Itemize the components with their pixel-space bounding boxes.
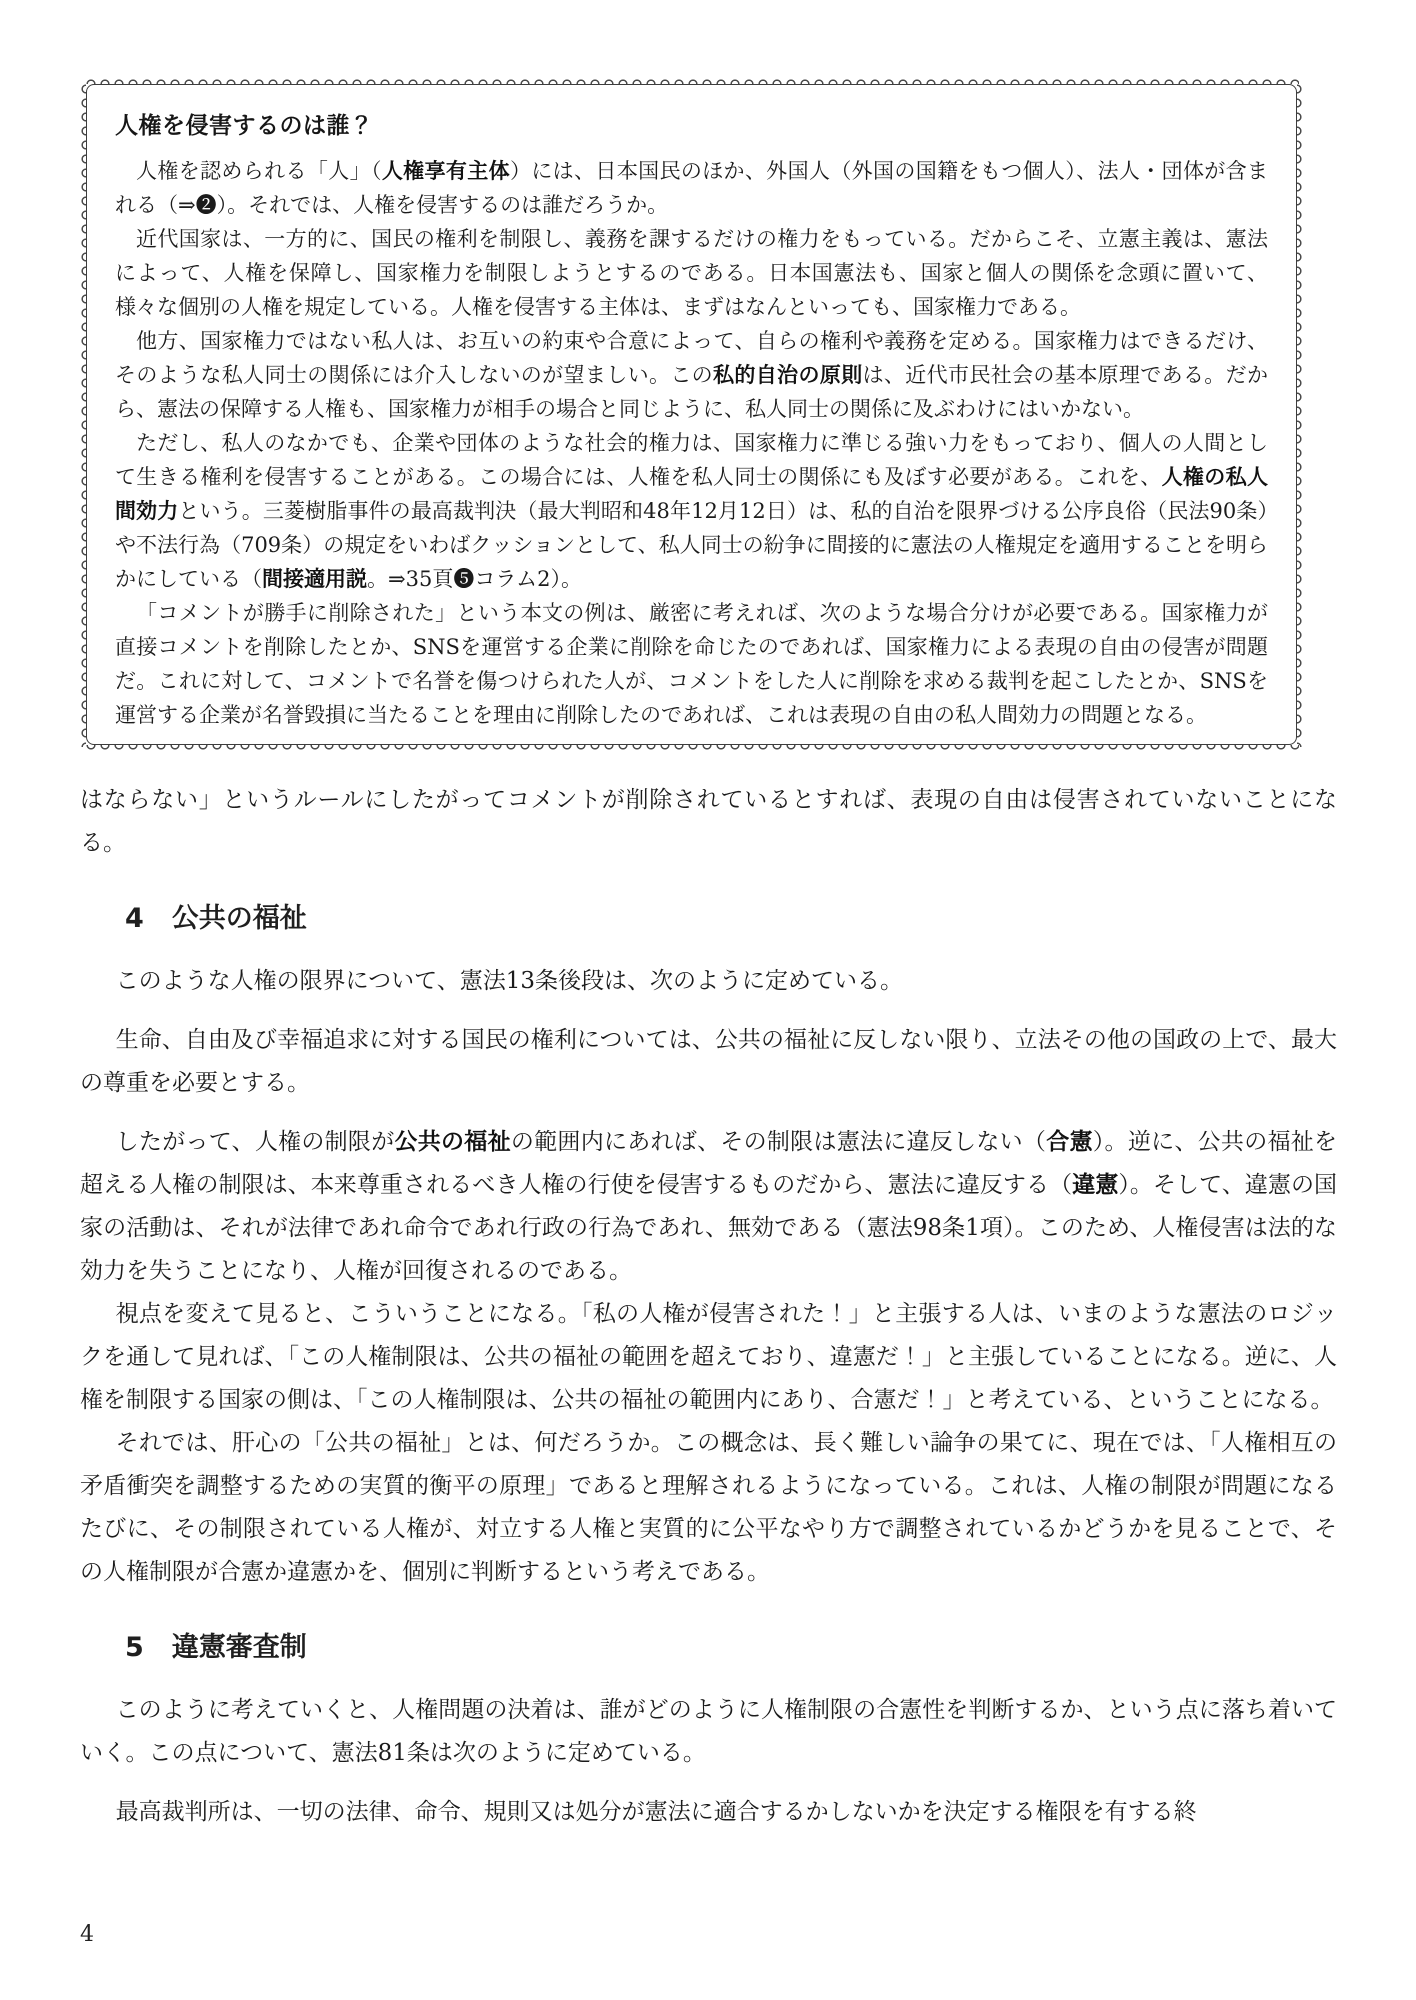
section4-paragraph-4: それでは、肝心の「公共の福祉」とは、何だろうか。この概念は、長く難しい論争の果てに、現在では、「人権相互の矛盾衝突を調整するための実質的衡平の原理」であると理解されるようになっている。これは、人権の制限が問題になるたびに、その制限されている人権が、対立する人権と実質的に公平なやり方で調整されているかどうかを見ることで、その人権制限が合憲か違憲かを、個別に判断するという考えである。 (80, 1430, 1337, 1586)
box-paragraph-2 (115, 222, 1268, 324)
continuation-paragraph: はならない」というルールにしたがってコメントが削除されているとすれば、表現の自由は侵害されていないことになる。 (80, 787, 1337, 856)
text-run: したがって、人権の制限が (115, 1129, 395, 1156)
box-paragraph-5 (115, 596, 1268, 732)
text-run: ）。そして、違憲の国家の活動は、それが法律であれ命令であれ行政の行為であれ、無効である（憲法98条1項）。このため、人権侵害は法的な効力を失うことになり、人権が回復されるのである。 (80, 1172, 1338, 1285)
section-4-number: 4 (125, 903, 144, 934)
text-run: 人権を認められる「人」（ (136, 159, 382, 183)
text-run: という。三菱樹脂事件の最高裁判決（最大判昭和48年12月12日）は、私的自治を限界づける公序良俗（民法90条）や不法行為（709条）の規定をいわばクッションとして、私人同士の紛争に間接的に憲法の人権規定を適用することを明らかにしている（ (115, 499, 1268, 591)
bold-emphasis: 人権享有主体 (381, 159, 510, 183)
intro-box (86, 84, 1297, 745)
text-run: の範囲内にあれば、その制限は憲法に違反しない（ (510, 1129, 1047, 1156)
bold-emphasis: 人権の私人間効力 (115, 465, 1268, 523)
text-run: ）には、日本国民のほか、外国人（外国の国籍をもつ個人）、法人・団体が含まれる（⇒❷）。それでは、人権を侵害するのは誰だろうか。 (115, 159, 1269, 217)
section4-intro-paragraph: このような人権の限界について、憲法13条後段は、次のように定めている。 (115, 968, 903, 995)
box-paragraph-3 (115, 324, 1268, 426)
box-frill-top (84, 73, 1299, 84)
bold-emphasis: 違憲 (1072, 1172, 1119, 1199)
page-number: 4 (80, 1922, 94, 1947)
constitution-article13-quote: 生命、自由及び幸福追求に対する国民の権利については、公共の福祉に反しない限り、立法その他の国政の上で、最大の尊重を必要とする。 (80, 1027, 1337, 1097)
section-5-title: 違憲審査制 (171, 1632, 307, 1664)
section-4-title: 公共の福祉 (171, 903, 307, 934)
constitution-article81-quote: 最高裁判所は、一切の法律、命令、規則又は処分が憲法に適合するかしないかを決定する権限を有する終 (115, 1799, 1197, 1826)
bold-emphasis: 私的自治の原則 (713, 363, 863, 387)
box-title: 人権を侵害するのは誰？ (115, 113, 374, 139)
box-frill-left (75, 82, 86, 747)
section-5-number: 5 (125, 1632, 144, 1664)
text-run: 他方、国家権力ではない私人は、お互いの約束や合意によって、自らの権利や義務を定める。国家権力はできるだけ、そのような私人同士の関係には介入しないのが望ましい。この (115, 329, 1268, 387)
section-4-heading (125, 901, 1337, 936)
box-frill-right (1297, 82, 1308, 747)
text-run: ）。逆に、公共の福祉を超える人権の制限は、本来尊重されるべき人権の行使を侵害するものだから、憲法に違反する（ (80, 1129, 1338, 1199)
bold-emphasis: 合憲 (1046, 1129, 1093, 1156)
section4-paragraph-3: 視点を変えて見ると、こういうことになる。「私の人権が侵害された！」と主張する人は、いまのような憲法のロジックを通して見れば、「この人権制限は、公共の福祉の範囲を超えており、違憲だ！」と主張していることになる。逆に、人権を制限する国家の側は、「この人権制限は、公共の福祉の範囲内にあり、合憲だ！」と考えている、ということになる。 (80, 1301, 1338, 1414)
text-run: 「コメントが勝手に削除された」という本文の例は、厳密に考えれば、次のような場合分けが必要である。国家権力が直接コメントを削除したとか、SNSを運営する企業に削除を命じたのであれば、国家権力による表現の自由の侵害が問題だ。これに対して、コメントで名誉を傷つけられた人が、コメントをした人に削除を求める裁判を起こしたとか、SNSを運営する企業が名誉毀損に当たることを理由に削除したのであれば、これは表現の自由の私人間効力の問題となる。 (115, 601, 1268, 727)
box-paragraph-1 (115, 154, 1268, 222)
box-frill-bottom (84, 745, 1299, 756)
bold-emphasis: 間接適用説 (262, 567, 367, 591)
section5-intro-paragraph: このように考えていくと、人権問題の決着は、誰がどのように人権制限の合憲性を判断するか、という点に落ち着いていく。この点について、憲法81条は次のように定めている。 (80, 1697, 1338, 1767)
box-paragraph-4 (115, 426, 1268, 596)
text-run: ただし、私人のなかでも、企業や団体のような社会的権力は、国家権力に準じる強い力をもっており、個人の人間として生きる権利を侵害することがある。この場合には、人権を私人同士の関係にも及ぼす必要がある。これを、 (115, 431, 1268, 489)
text-run: 。⇒35頁❺コラム2）。 (367, 567, 582, 591)
section4-paragraph-2 (80, 1121, 1337, 1293)
text-run: 近代国家は、一方的に、国民の権利を制限し、義務を課するだけの権力をもっている。だからこそ、立憲主義は、憲法によって、人権を保障し、国家権力を制限しようとするのである。日本国憲法も、国家と個人の関係を念頭に置いて、様々な個別の人権を規定している。人権を侵害する主体は、まずはなんといっても、国家権力である。 (115, 227, 1268, 319)
section-5-heading (125, 1630, 1337, 1665)
text-run: は、近代市民社会の基本原理である。だから、憲法の保障する人権も、国家権力が相手の場合と同じように、私人同士の関係に及ぶわけにはいかない。 (115, 363, 1269, 421)
bold-emphasis: 公共の福祉 (394, 1129, 511, 1156)
